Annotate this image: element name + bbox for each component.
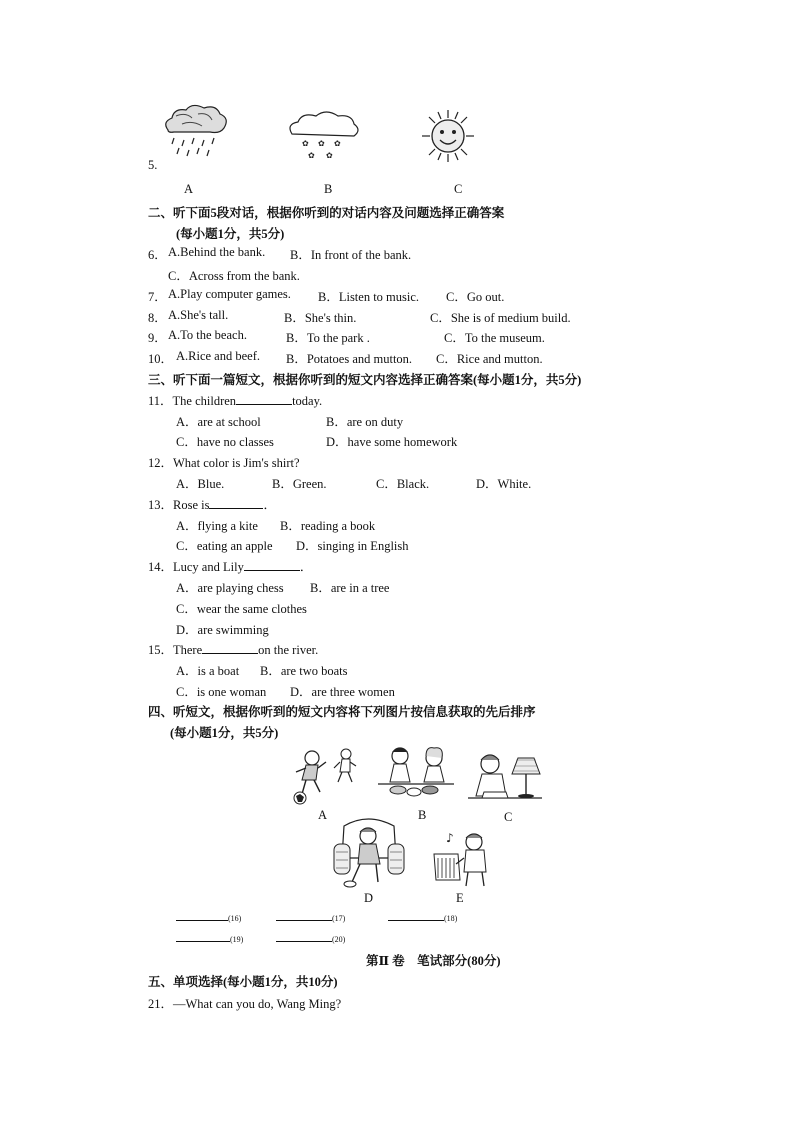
q14-stem-post: ． xyxy=(299,560,313,574)
order-blank-18[interactable] xyxy=(388,908,457,925)
q15-stem xyxy=(148,640,318,658)
q14-stem xyxy=(148,557,312,575)
section-4-title: 四、听短文，根据你听到的短文内容将下列图片按信息获取的先后排序 xyxy=(148,705,536,719)
q8-option-b: B．She's thin. xyxy=(284,311,357,325)
q14-option-a: A．are playing chess xyxy=(176,581,284,595)
order-blank-number: (18) xyxy=(444,914,458,923)
picture-label-a: A xyxy=(318,808,328,822)
q14-stem-pre: 14．Lucy and Lily xyxy=(148,560,244,574)
order-blank-number: (19) xyxy=(230,935,244,944)
q12-stem: 12．What color is Jim's shirt? xyxy=(148,456,300,470)
order-blank-number: (16) xyxy=(228,914,242,923)
q11-option-d: D．have some homework xyxy=(326,435,458,449)
picture-label-e: E xyxy=(456,891,464,905)
q6-option-b: B．In front of the bank. xyxy=(290,248,412,262)
q6-number: 6． xyxy=(148,248,167,262)
q14-option-b: B．are in a tree xyxy=(310,581,390,595)
q6-option-a: A.Behind the bank. xyxy=(168,245,266,259)
section-3-title: 三、听下面一篇短文，根据你听到的短文内容选择正确答案(每小题1分，共5分) xyxy=(148,373,582,387)
q14-option-d: D．are swimming xyxy=(176,623,269,637)
q10-option-c: C．Rice and mutton. xyxy=(436,352,543,366)
q12-option-b: B．Green. xyxy=(272,477,327,491)
q11-stem-pre: 11．The children xyxy=(148,394,237,408)
section-2-title: 二、听下面5段对话，根据你听到的对话内容及问题选择正确答案 xyxy=(148,206,505,220)
q14-answer-blank[interactable] xyxy=(244,558,300,571)
q15-option-a: A．is a boat xyxy=(176,664,240,678)
picture-d-boy-in-armchair xyxy=(330,816,408,890)
picture-label-b: B xyxy=(418,808,427,822)
q7-option-b: B．Listen to music. xyxy=(318,290,420,304)
svg-text:♪: ♪ xyxy=(446,831,454,845)
q11-option-c: C．have no classes xyxy=(176,435,274,449)
q7-number: 7． xyxy=(148,290,167,304)
order-blank-16[interactable] xyxy=(176,908,241,925)
section-4-points: (每小题1分，共5分) xyxy=(170,726,279,740)
q5-label-b: B xyxy=(324,182,333,196)
sun-icon xyxy=(420,108,476,164)
q15-option-d: D．are three women xyxy=(290,685,395,699)
q8-number: 8． xyxy=(148,311,167,325)
q14-option-c: C．wear the same clothes xyxy=(176,602,307,616)
q9-option-a: A.To the beach. xyxy=(168,328,247,342)
picture-e-boy-playing-piano xyxy=(430,828,496,890)
q11-option-a: A．are at school xyxy=(176,415,261,429)
q21-stem: 21．—What can you do, Wang Ming? xyxy=(148,997,342,1011)
q10-option-a: A.Rice and beef. xyxy=(176,349,260,363)
q13-stem-post: ． xyxy=(263,498,276,512)
q7-option-a: A.Play computer games. xyxy=(168,287,291,301)
order-blank-17[interactable] xyxy=(276,908,345,925)
order-blank-line[interactable] xyxy=(176,908,228,921)
picture-a-kids-playing-football xyxy=(294,746,360,806)
q15-option-c: C．is one woman xyxy=(176,685,267,699)
svg-text:✿: ✿ xyxy=(326,151,333,160)
q9-option-b: B．To the park . xyxy=(286,331,370,345)
question-number-5: 5. xyxy=(148,158,158,172)
q12-option-a: A．Blue. xyxy=(176,477,225,491)
rain-cloud-icon xyxy=(160,100,230,160)
svg-text:✿: ✿ xyxy=(334,139,341,148)
q5-label-c: C xyxy=(454,182,463,196)
q6-option-c: C．Across from the bank. xyxy=(168,269,300,283)
q13-option-b: B．reading a book xyxy=(280,519,376,533)
q13-option-d: D．singing in English xyxy=(296,539,409,553)
q10-number: 10． xyxy=(148,352,174,366)
q15-stem-pre: 15．There xyxy=(148,643,203,657)
q15-option-b: B．are two boats xyxy=(260,664,348,678)
picture-label-d: D xyxy=(364,891,374,905)
picture-b-kids-at-table xyxy=(378,744,454,802)
q15-answer-blank[interactable] xyxy=(202,641,258,654)
q5-label-a: A xyxy=(184,182,194,196)
q12-option-d: D．White. xyxy=(476,477,532,491)
q11-option-b: B．are on duty xyxy=(326,415,404,429)
order-blank-19[interactable] xyxy=(176,929,243,946)
picture-label-c: C xyxy=(504,810,513,824)
order-blank-line[interactable] xyxy=(176,929,230,942)
snow-cloud-icon xyxy=(286,108,362,162)
q13-option-a: A．flying a kite xyxy=(176,519,258,533)
order-blank-line[interactable] xyxy=(276,908,332,921)
q7-option-c: C．Go out. xyxy=(446,290,505,304)
order-blank-number: (17) xyxy=(332,914,346,923)
q12-option-c: C．Black. xyxy=(376,477,430,491)
order-blank-20[interactable] xyxy=(276,929,345,946)
q9-number: 9． xyxy=(148,331,167,345)
svg-text:✿: ✿ xyxy=(318,139,325,148)
svg-text:✿: ✿ xyxy=(308,151,315,160)
q13-stem-pre: 13．Rose is xyxy=(148,498,210,512)
section-5-title: 五、单项选择(每小题1分，共10分) xyxy=(148,975,338,989)
q13-answer-blank[interactable] xyxy=(209,496,263,509)
svg-text:✿: ✿ xyxy=(302,139,309,148)
part-2-title: 第Ⅱ 卷 笔试部分(80分) xyxy=(366,954,501,968)
order-blank-number: (20) xyxy=(332,935,346,944)
q11-stem xyxy=(148,391,322,409)
order-blank-line[interactable] xyxy=(276,929,332,942)
q8-option-c: C．She is of medium build. xyxy=(430,311,571,325)
order-blank-line[interactable] xyxy=(388,908,444,921)
section-2-points: (每小题1分，共5分) xyxy=(176,227,285,241)
q11-answer-blank[interactable] xyxy=(236,392,292,405)
q8-option-a: A.She's tall. xyxy=(168,308,229,322)
q13-stem xyxy=(148,495,276,513)
q13-option-c: C．eating an apple xyxy=(176,539,273,553)
q9-option-c: C．To the museum. xyxy=(444,331,545,345)
picture-c-boy-reading-with-lamp xyxy=(462,748,546,806)
q11-stem-post: today. xyxy=(292,394,323,408)
q10-option-b: B．Potatoes and mutton. xyxy=(286,352,413,366)
q15-stem-post: on the river. xyxy=(258,643,319,657)
